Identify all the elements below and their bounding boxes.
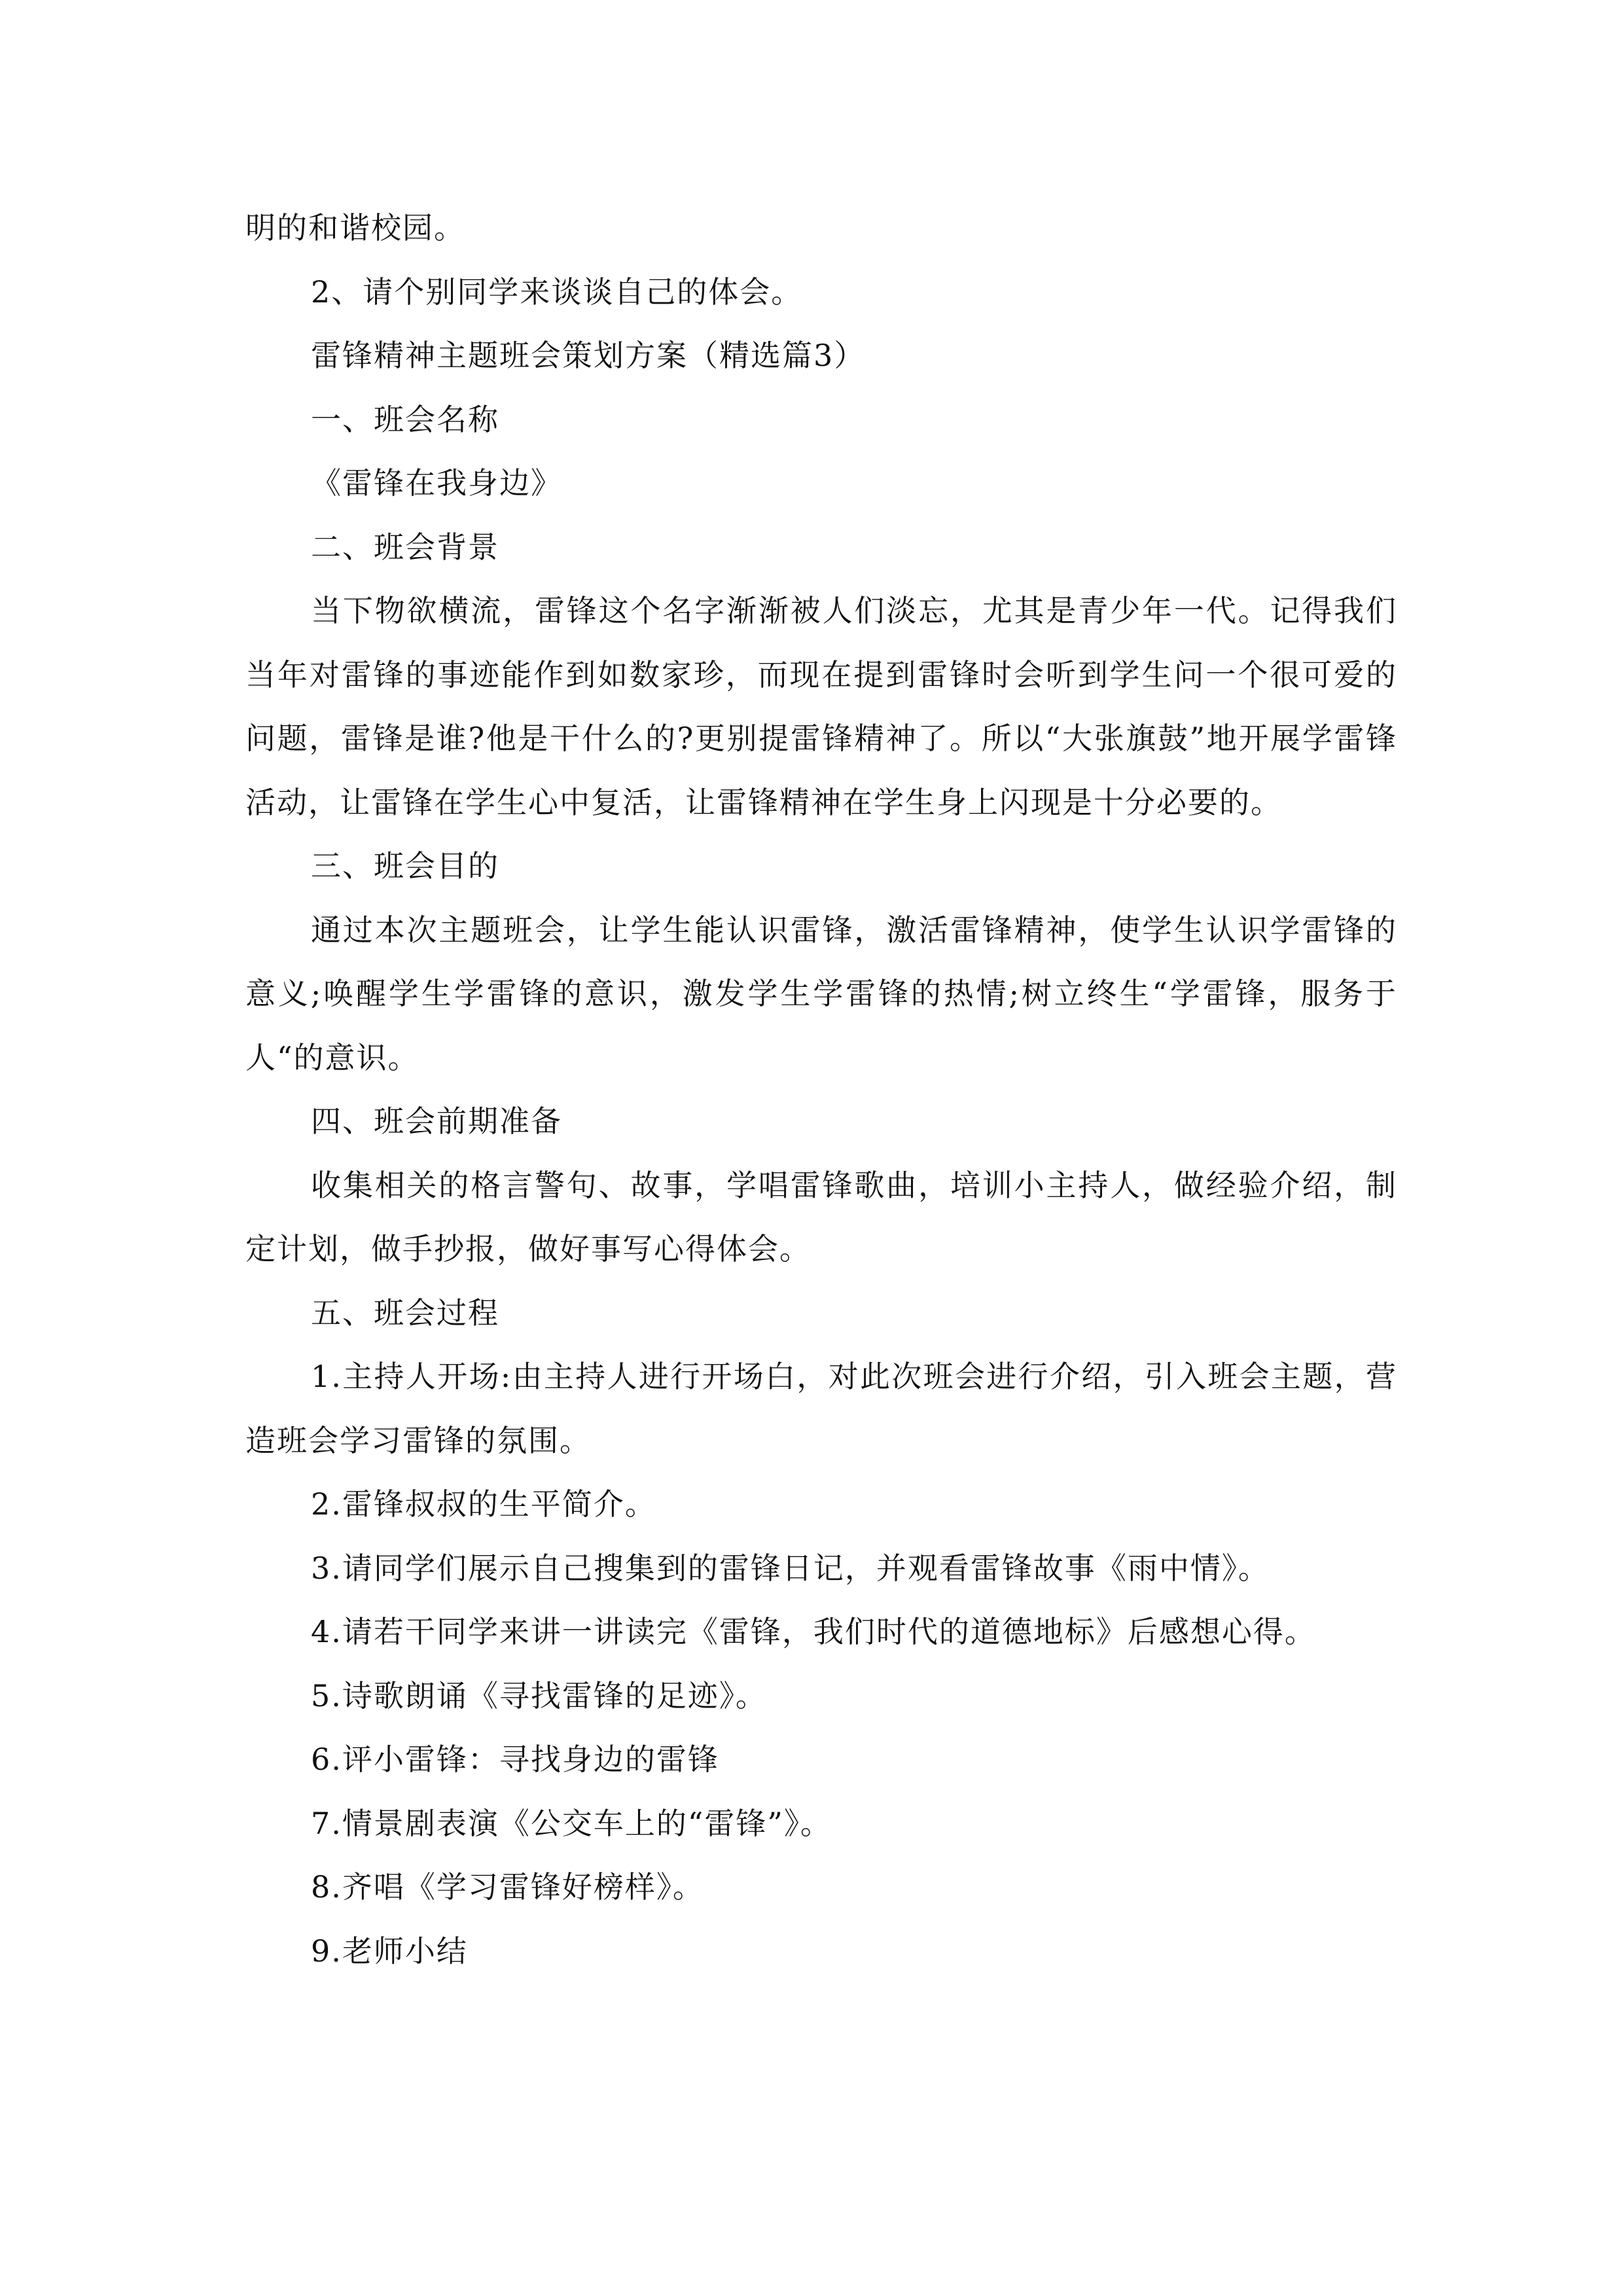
process-item: 8.齐唱《学习雷锋好榜样》。 xyxy=(311,1869,704,1905)
process-item: 4.请若干同学来讲一讲读完《雷锋，我们时代的道德地标》后感想心得。 xyxy=(311,1614,1316,1649)
heading-preparation: 四、班会前期准备 xyxy=(311,1103,562,1139)
heading-background: 二、班会背景 xyxy=(311,529,499,565)
process-item: 1.主持人开场:由主持人进行开场白，对此次班会进行介绍，引入班会主题，营造班会学习雷锋的氛围。 xyxy=(245,1359,1397,1458)
heading-name: 一、班会名称 xyxy=(311,401,499,437)
process-item: 7.情景剧表演《公交车上的“雷锋”》。 xyxy=(311,1805,832,1841)
document-page xyxy=(245,196,1397,1983)
preparation-paragraph: 收集相关的格言警句、故事，学唱雷锋歌曲，培训小主持人，做经验介绍，制定计划，做手抄报，做好事写心得体会。 xyxy=(245,1167,1397,1266)
section-title: 雷锋精神主题班会策划方案（精选篇3） xyxy=(311,338,866,373)
continuation-line: 明的和谐校园。 xyxy=(245,210,465,245)
background-paragraph: 当下物欲横流，雷锋这个名字渐渐被人们淡忘，尤其是青少年一代。记得我们当年对雷锋的事迹能作到如数家珍，而现在提到雷锋时会听到学生问一个很可爱的问题，雷锋是谁?他是干什么的?更别提雷锋精神了。所以“大张旗鼓”地开展学雷锋活动，让雷锋在学生心中复活，让雷锋精神在学生身上闪现是十分必要的。 xyxy=(245,593,1397,820)
heading-purpose: 三、班会目的 xyxy=(311,848,499,884)
process-item: 3.请同学们展示自己搜集到的雷锋日记，并观看雷锋故事《雨中情》。 xyxy=(311,1550,1270,1586)
list-item: 2、请个别同学来谈谈自己的体会。 xyxy=(311,274,803,310)
heading-process: 五、班会过程 xyxy=(311,1295,499,1331)
process-item: 6.评小雷锋：寻找身边的雷锋 xyxy=(311,1742,719,1777)
purpose-paragraph: 通过本次主题班会，让学生能认识雷锋，激活雷锋精神，使学生认识学雷锋的意义;唤醒学生学雷锋的意识，激发学生学雷锋的热情;树立终生“学雷锋，服务于人“的意识。 xyxy=(245,912,1397,1075)
class-meeting-name: 《雷锋在我身边》 xyxy=(311,465,562,501)
process-item: 2.雷锋叔叔的生平简介。 xyxy=(311,1486,656,1522)
process-item: 5.诗歌朗诵《寻找雷锋的足迹》。 xyxy=(311,1677,767,1713)
process-item: 9.老师小结 xyxy=(311,1933,468,1969)
